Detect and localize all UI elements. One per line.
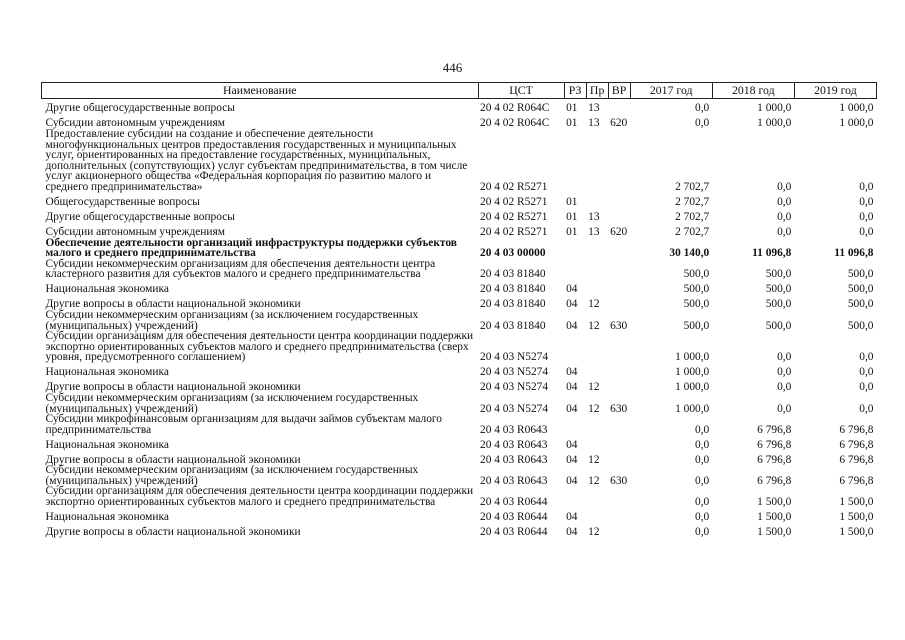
cell-rz: 04	[566, 526, 578, 539]
cell-name: Другие вопросы в области национальной экономики	[45, 526, 301, 539]
cell-pr	[586, 238, 608, 259]
cell-rz: 04	[566, 298, 578, 311]
table-row	[42, 208, 877, 223]
cell-2019: 6 796,8	[839, 438, 874, 451]
cell-pr	[586, 414, 608, 435]
cell-rz: 04	[566, 453, 578, 466]
cell-rz	[564, 486, 586, 507]
cell-vr: 620	[610, 225, 628, 238]
cell-vr	[608, 450, 630, 465]
header-name: Наименование	[42, 83, 479, 99]
cell-cst: 20 4 03 R0644	[480, 496, 548, 509]
cell-cst: 20 4 03 N5274	[480, 351, 549, 364]
cell-2017: 0,0	[695, 496, 710, 509]
cell-2018: 0,0	[777, 366, 792, 379]
cell-rz: 04	[566, 402, 578, 415]
table-header	[42, 83, 877, 99]
cell-name: Субсидии организациям для обеспечения деятельности центра координации поддержки экспортно ориентированных субъектов малого и среднего предпринимательства (сверх уровня, предусмотренного соглашением)	[45, 330, 474, 364]
cell-vr: 620	[610, 117, 628, 130]
cell-2017: 0,0	[695, 438, 710, 451]
cell-cst: 20 4 03 R0644	[480, 526, 548, 539]
cell-vr	[608, 508, 630, 523]
cell-vr: 630	[610, 319, 628, 332]
cell-pr	[586, 193, 608, 208]
cell-vr	[608, 378, 630, 393]
cell-vr	[608, 486, 630, 507]
cell-2018: 0,0	[777, 195, 792, 208]
cell-name: Субсидии автономным учреждениям	[45, 225, 225, 238]
cell-2017: 1 000,0	[675, 366, 710, 379]
cell-2018: 500,0	[765, 298, 792, 311]
cell-cst: 20 4 02 R5271	[480, 225, 548, 238]
cell-vr	[608, 331, 630, 363]
cell-2017: 2 702,7	[675, 225, 710, 238]
cell-2017: 0,0	[695, 423, 710, 436]
cell-2018: 11 096,8	[752, 247, 792, 260]
cell-pr: 13	[588, 225, 600, 238]
table-row	[42, 331, 877, 363]
cell-pr: 12	[588, 402, 600, 415]
cell-2017: 2 702,7	[675, 195, 710, 208]
cell-name: Другие вопросы в области национальной экономики	[45, 298, 301, 311]
header-vr: ВР	[608, 83, 630, 99]
cell-cst: 20 4 03 81840	[480, 298, 546, 311]
cell-cst: 20 4 03 R0644	[480, 511, 548, 524]
table-row	[42, 310, 877, 331]
table-row	[42, 280, 877, 295]
cell-vr: 630	[610, 474, 628, 487]
cell-2017: 30 140,0	[669, 247, 710, 260]
table-row	[42, 363, 877, 378]
cell-2019: 500,0	[847, 283, 874, 296]
cell-rz: 01	[566, 117, 578, 130]
table-row	[42, 295, 877, 310]
cell-name: Национальная экономика	[45, 366, 169, 379]
table-row	[42, 129, 877, 193]
cell-rz: 04	[566, 511, 578, 524]
header-rz: РЗ	[564, 83, 586, 99]
cell-pr	[586, 363, 608, 378]
cell-pr: 13	[588, 210, 600, 223]
cell-pr	[586, 129, 608, 193]
cell-rz: 04	[566, 438, 578, 451]
cell-rz: 01	[566, 225, 578, 238]
cell-rz: 01	[566, 210, 578, 223]
cell-name: Обеспечение деятельности организаций инфраструктуры поддержки субъектов малого и среднего предпринимательства	[45, 236, 457, 260]
cell-pr	[586, 486, 608, 507]
cell-cst: 20 4 03 R0643	[480, 453, 548, 466]
table-row	[42, 435, 877, 450]
cell-vr	[608, 295, 630, 310]
cell-2017: 500,0	[683, 298, 710, 311]
cell-2018: 1 000,0	[757, 117, 792, 130]
cell-cst: 20 4 03 00000	[480, 247, 546, 260]
cell-2017: 0,0	[695, 453, 710, 466]
cell-pr	[586, 331, 608, 363]
cell-name: Субсидии микрофинансовым организациям для выдачи займов субъектам малого предпринимательства	[45, 413, 442, 436]
cell-name: Субсидии автономным учреждениям	[45, 117, 225, 130]
cell-vr: 630	[610, 402, 628, 415]
cell-vr	[608, 280, 630, 295]
cell-2019: 0,0	[859, 195, 874, 208]
cell-2019: 11 096,8	[834, 247, 874, 260]
cell-2019: 6 796,8	[839, 423, 874, 436]
cell-2017: 500,0	[683, 319, 710, 332]
page-number: 446	[442, 60, 463, 75]
cell-pr: 12	[588, 381, 600, 394]
header-pr: Пр	[586, 83, 608, 99]
cell-2019: 6 796,8	[839, 453, 874, 466]
cell-cst: 20 4 03 81840	[480, 268, 546, 281]
cell-2017: 1 000,0	[675, 402, 710, 415]
cell-vr	[608, 435, 630, 450]
cell-2017: 500,0	[683, 268, 710, 281]
table-row	[42, 523, 877, 538]
cell-cst: 20 4 02 R5271	[480, 195, 548, 208]
cell-2018: 1 000,0	[757, 102, 792, 115]
cell-vr	[608, 523, 630, 538]
cell-2018: 500,0	[765, 319, 792, 332]
cell-2018: 6 796,8	[757, 453, 792, 466]
cell-vr	[608, 208, 630, 223]
cell-2019: 1 500,0	[839, 526, 874, 539]
cell-name: Субсидии организациям для обеспечения деятельности центра координации поддержки экспортно ориентированных субъектов малого и среднего предпринимательства	[45, 485, 474, 509]
cell-name: Национальная экономика	[45, 511, 169, 524]
table-row	[42, 114, 877, 129]
cell-name: Субсидии некоммерческим организациям для обеспечения деятельности центра кластерного развития для субъектов малого и среднего предпринимательства	[45, 257, 436, 281]
cell-name: Предоставление субсидии на создание и обеспечение деятельности многофункциональных центров предоставления государственных и муниципальных услуг, ориентированных на предоставление государственных, муниципальных, дополнительных (сопутствующих) услуг субъектам предпринимательства, в том числе услуг акционерного общества «Федеральная корпорация по развитию малого и среднего предпринимательства»	[45, 128, 468, 193]
cell-name: Другие общегосударственные вопросы	[45, 210, 235, 223]
cell-cst: 20 4 03 R0643	[480, 438, 548, 451]
cell-cst: 20 4 02 R064C	[480, 117, 550, 130]
cell-2019: 1 500,0	[839, 496, 874, 509]
cell-2018: 500,0	[765, 268, 792, 281]
cell-2019: 1 000,0	[839, 117, 874, 130]
cell-vr	[608, 99, 630, 115]
cell-2017: 0,0	[695, 102, 710, 115]
cell-2018: 0,0	[777, 351, 792, 364]
cell-2019: 500,0	[847, 319, 874, 332]
header-cst: ЦСТ	[478, 83, 564, 99]
cell-rz: 04	[566, 381, 578, 394]
table-body	[42, 99, 877, 538]
cell-cst: 20 4 03 81840	[480, 283, 546, 296]
cell-2019: 500,0	[847, 298, 874, 311]
header-2017: 2017 год	[630, 83, 712, 99]
cell-cst: 20 4 02 R064C	[480, 102, 550, 115]
cell-2019: 1 500,0	[839, 511, 874, 524]
cell-cst: 20 4 02 R5271	[480, 180, 548, 193]
table-row	[42, 378, 877, 393]
cell-2017: 0,0	[695, 526, 710, 539]
cell-rz	[564, 331, 586, 363]
cell-name: Национальная экономика	[45, 438, 169, 451]
cell-2019: 1 000,0	[839, 102, 874, 115]
cell-2018: 1 500,0	[757, 526, 792, 539]
cell-name: Другие общегосударственные вопросы	[45, 102, 235, 115]
table-row	[42, 508, 877, 523]
table-row	[42, 259, 877, 280]
table-row	[42, 414, 877, 435]
cell-2019: 0,0	[859, 210, 874, 223]
cell-2017: 0,0	[695, 511, 710, 524]
cell-cst: 20 4 02 R5271	[480, 210, 548, 223]
cell-name: Общегосударственные вопросы	[45, 195, 200, 208]
cell-name: Другие вопросы в области национальной экономики	[45, 381, 301, 394]
table-row	[42, 465, 877, 486]
cell-2018: 1 500,0	[757, 496, 792, 509]
cell-rz: 04	[566, 474, 578, 487]
cell-2019: 0,0	[859, 402, 874, 415]
cell-2018: 6 796,8	[757, 438, 792, 451]
cell-2017: 2 702,7	[675, 180, 710, 193]
table-row	[42, 99, 877, 115]
cell-name: Национальная экономика	[45, 283, 169, 296]
cell-vr	[608, 129, 630, 193]
cell-2017: 1 000,0	[675, 381, 710, 394]
cell-2019: 500,0	[847, 268, 874, 281]
cell-2018: 0,0	[777, 225, 792, 238]
cell-2019: 0,0	[859, 351, 874, 364]
header-2019: 2019 год	[794, 83, 876, 99]
cell-vr	[608, 259, 630, 280]
cell-cst: 20 4 03 R0643	[480, 474, 548, 487]
cell-2019: 0,0	[859, 225, 874, 238]
cell-vr	[608, 414, 630, 435]
cell-2018: 0,0	[777, 381, 792, 394]
cell-2018: 500,0	[765, 283, 792, 296]
cell-2019: 6 796,8	[839, 474, 874, 487]
cell-rz	[564, 129, 586, 193]
cell-pr: 12	[588, 319, 600, 332]
cell-2019: 0,0	[859, 180, 874, 193]
budget-table	[41, 82, 877, 538]
cell-vr	[608, 193, 630, 208]
cell-pr	[586, 435, 608, 450]
cell-2018: 0,0	[777, 180, 792, 193]
cell-pr: 13	[588, 102, 600, 115]
cell-cst: 20 4 03 N5274	[480, 402, 549, 415]
cell-name: Другие вопросы в области национальной экономики	[45, 453, 301, 466]
table-row	[42, 393, 877, 414]
cell-2018: 0,0	[777, 402, 792, 415]
cell-pr: 12	[588, 474, 600, 487]
cell-2018: 1 500,0	[757, 511, 792, 524]
cell-rz: 01	[566, 195, 578, 208]
cell-rz	[564, 259, 586, 280]
table-row	[42, 450, 877, 465]
cell-vr	[608, 238, 630, 259]
cell-name: Субсидии некоммерческим организациям (за исключением государственных (муниципальных) учреждений)	[45, 464, 419, 487]
cell-rz	[564, 238, 586, 259]
table-row	[42, 223, 877, 238]
cell-2017: 500,0	[683, 283, 710, 296]
cell-cst: 20 4 03 R0643	[480, 423, 548, 436]
cell-2017: 0,0	[695, 474, 710, 487]
cell-pr: 12	[588, 453, 600, 466]
cell-cst: 20 4 03 N5274	[480, 381, 549, 394]
cell-2018: 6 796,8	[757, 474, 792, 487]
cell-rz: 04	[566, 283, 578, 296]
cell-pr: 13	[588, 117, 600, 130]
table-row	[42, 486, 877, 507]
table-row	[42, 193, 877, 208]
cell-2018: 0,0	[777, 210, 792, 223]
table-row	[42, 238, 877, 259]
header-2018: 2018 год	[712, 83, 794, 99]
cell-pr: 12	[588, 298, 600, 311]
cell-pr	[586, 259, 608, 280]
cell-vr	[608, 363, 630, 378]
cell-rz	[564, 414, 586, 435]
cell-2018: 6 796,8	[757, 423, 792, 436]
cell-rz: 01	[566, 102, 578, 115]
cell-2017: 1 000,0	[675, 351, 710, 364]
cell-2019: 0,0	[859, 366, 874, 379]
cell-cst: 20 4 03 81840	[480, 319, 546, 332]
cell-2017: 0,0	[695, 117, 710, 130]
cell-name: Субсидии некоммерческим организациям (за исключением государственных (муниципальных) учреждений)	[45, 391, 419, 415]
cell-pr	[586, 280, 608, 295]
cell-rz: 04	[566, 366, 578, 379]
cell-rz: 04	[566, 319, 578, 332]
cell-name: Субсидии некоммерческим организациям (за исключением государственных (муниципальных) учреждений)	[45, 308, 419, 332]
cell-2017: 2 702,7	[675, 210, 710, 223]
cell-2019: 0,0	[859, 381, 874, 394]
cell-pr: 12	[588, 526, 600, 539]
cell-cst: 20 4 03 N5274	[480, 366, 549, 379]
cell-pr	[586, 508, 608, 523]
